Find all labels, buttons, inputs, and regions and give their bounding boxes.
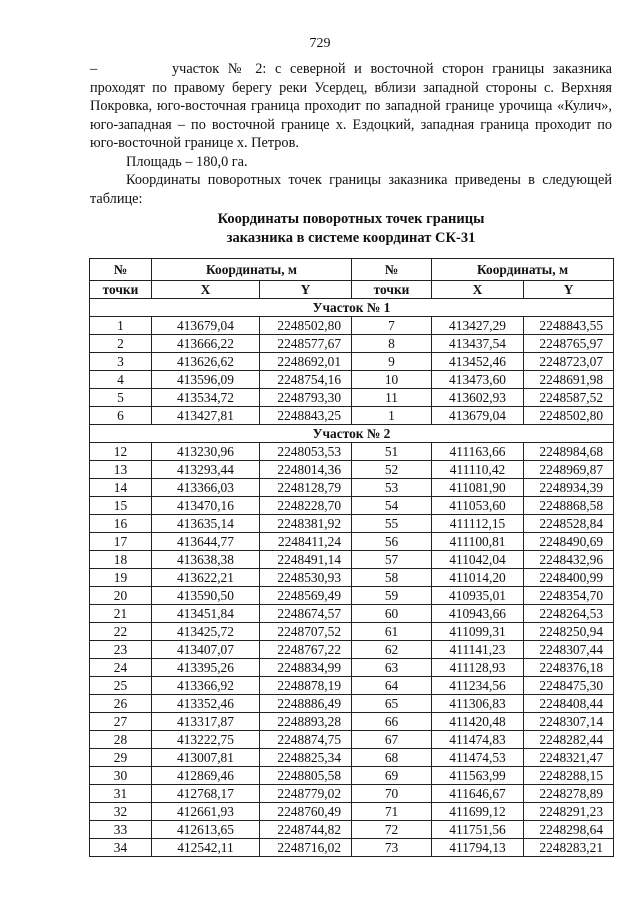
cell-x-right: 411420,48 — [432, 713, 524, 731]
cell-x-right: 411699,12 — [432, 803, 524, 821]
cell-point-right: 10 — [352, 371, 432, 389]
table-row — [90, 551, 614, 569]
table-row — [90, 839, 614, 857]
cell-point-right: 72 — [352, 821, 432, 839]
cell-point-left: 30 — [90, 767, 152, 785]
cell-y-left: 2248502,80 — [260, 317, 352, 335]
cell-x-right: 411014,20 — [432, 569, 524, 587]
cell-x-left: 413596,09 — [152, 371, 260, 389]
cell-x-left: 412869,46 — [152, 767, 260, 785]
cell-x-right: 411474,83 — [432, 731, 524, 749]
cell-x-right: 413437,54 — [432, 335, 524, 353]
cell-x-left: 413317,87 — [152, 713, 260, 731]
cell-point-right: 7 — [352, 317, 432, 335]
header-y-right: Y — [524, 281, 614, 299]
cell-x-right: 410943,66 — [432, 605, 524, 623]
cell-point-right: 60 — [352, 605, 432, 623]
cell-point-left: 26 — [90, 695, 152, 713]
cell-y-left: 2248014,36 — [260, 461, 352, 479]
table-row — [90, 677, 614, 695]
table-row — [90, 443, 614, 461]
cell-x-right: 411053,60 — [432, 497, 524, 515]
cell-point-right: 53 — [352, 479, 432, 497]
cell-point-right: 61 — [352, 623, 432, 641]
cell-x-left: 413626,62 — [152, 353, 260, 371]
cell-y-right: 2248765,97 — [524, 335, 614, 353]
cell-x-left: 413366,03 — [152, 479, 260, 497]
cell-x-left: 413679,04 — [152, 317, 260, 335]
table-title-line-2: заказника в системе координат СК-31 — [226, 230, 476, 246]
cell-y-right: 2248587,52 — [524, 389, 614, 407]
table-row — [90, 479, 614, 497]
cell-point-left: 4 — [90, 371, 152, 389]
cell-y-right: 2248307,44 — [524, 641, 614, 659]
table-row — [90, 515, 614, 533]
cell-y-left: 2248825,34 — [260, 749, 352, 767]
cell-x-left: 413352,46 — [152, 695, 260, 713]
cell-point-left: 12 — [90, 443, 152, 461]
cell-y-left: 2248779,02 — [260, 785, 352, 803]
cell-point-right: 73 — [352, 839, 432, 857]
cell-point-right: 57 — [352, 551, 432, 569]
table-row — [90, 641, 614, 659]
paragraph-area: Площадь – 180,0 га. — [126, 153, 248, 170]
cell-x-left: 412542,11 — [152, 839, 260, 857]
cell-y-left: 2248716,02 — [260, 839, 352, 857]
cell-point-right: 63 — [352, 659, 432, 677]
header-y-left: Y — [260, 281, 352, 299]
cell-point-left: 32 — [90, 803, 152, 821]
cell-y-right: 2248298,64 — [524, 821, 614, 839]
cell-y-right: 2248376,18 — [524, 659, 614, 677]
cell-point-right: 67 — [352, 731, 432, 749]
list-dash: – — [90, 61, 98, 77]
cell-y-right: 2248354,70 — [524, 587, 614, 605]
cell-point-left: 17 — [90, 533, 152, 551]
cell-y-left: 2248707,52 — [260, 623, 352, 641]
cell-y-right: 2248283,21 — [524, 839, 614, 857]
cell-x-right: 411474,53 — [432, 749, 524, 767]
cell-point-left: 23 — [90, 641, 152, 659]
cell-y-left: 2248692,01 — [260, 353, 352, 371]
cell-point-left: 18 — [90, 551, 152, 569]
cell-x-right: 413427,29 — [432, 317, 524, 335]
cell-point-right: 69 — [352, 767, 432, 785]
cell-y-right: 2248984,68 — [524, 443, 614, 461]
cell-y-right: 2248843,55 — [524, 317, 614, 335]
cell-y-right: 2248528,84 — [524, 515, 614, 533]
section-title: Участок № 1 — [90, 299, 614, 317]
cell-x-right: 413602,93 — [432, 389, 524, 407]
cell-point-right: 65 — [352, 695, 432, 713]
cell-x-right: 411141,23 — [432, 641, 524, 659]
header-x-right: X — [432, 281, 524, 299]
cell-y-right: 2248868,58 — [524, 497, 614, 515]
cell-y-right: 2248723,07 — [524, 353, 614, 371]
table-row — [90, 461, 614, 479]
cell-y-right: 2248475,30 — [524, 677, 614, 695]
cell-y-left: 2248381,92 — [260, 515, 352, 533]
cell-y-right: 2248321,47 — [524, 749, 614, 767]
cell-x-left: 413590,50 — [152, 587, 260, 605]
cell-y-right: 2248278,89 — [524, 785, 614, 803]
table-row — [90, 497, 614, 515]
cell-y-left: 2248893,28 — [260, 713, 352, 731]
cell-point-right: 71 — [352, 803, 432, 821]
section-header-row — [90, 299, 614, 317]
cell-y-right: 2248307,14 — [524, 713, 614, 731]
cell-y-left: 2248053,53 — [260, 443, 352, 461]
cell-y-right: 2248490,69 — [524, 533, 614, 551]
cell-point-right: 52 — [352, 461, 432, 479]
header-coords-left: Координаты, м — [152, 259, 352, 281]
cell-point-left: 19 — [90, 569, 152, 587]
cell-x-right: 410935,01 — [432, 587, 524, 605]
cell-point-right: 51 — [352, 443, 432, 461]
cell-x-left: 413007,81 — [152, 749, 260, 767]
cell-x-left: 413366,92 — [152, 677, 260, 695]
cell-point-right: 59 — [352, 587, 432, 605]
cell-point-left: 15 — [90, 497, 152, 515]
cell-point-right: 58 — [352, 569, 432, 587]
header-num-right: № — [352, 259, 432, 281]
cell-y-left: 2248760,49 — [260, 803, 352, 821]
cell-x-right: 411794,13 — [432, 839, 524, 857]
table-row — [90, 713, 614, 731]
paragraph-coords-intro: Координаты поворотных точек границы заказника приведены в следующей таблице: — [90, 172, 612, 207]
cell-x-right: 411306,83 — [432, 695, 524, 713]
cell-point-right: 9 — [352, 353, 432, 371]
cell-y-left: 2248793,30 — [260, 389, 352, 407]
cell-x-right: 413452,46 — [432, 353, 524, 371]
cell-x-right: 411081,90 — [432, 479, 524, 497]
cell-point-right: 55 — [352, 515, 432, 533]
cell-y-left: 2248878,19 — [260, 677, 352, 695]
cell-y-left: 2248128,79 — [260, 479, 352, 497]
table-row — [90, 767, 614, 785]
cell-y-left: 2248674,57 — [260, 605, 352, 623]
table-row — [90, 587, 614, 605]
cell-y-right: 2248408,44 — [524, 695, 614, 713]
cell-point-left: 14 — [90, 479, 152, 497]
cell-x-left: 412768,17 — [152, 785, 260, 803]
coordinates-table — [89, 258, 614, 857]
cell-point-left: 13 — [90, 461, 152, 479]
cell-x-left: 413222,75 — [152, 731, 260, 749]
cell-x-right: 411163,66 — [432, 443, 524, 461]
cell-point-left: 34 — [90, 839, 152, 857]
cell-point-left: 29 — [90, 749, 152, 767]
cell-x-left: 413638,38 — [152, 551, 260, 569]
cell-point-left: 24 — [90, 659, 152, 677]
cell-y-right: 2248432,96 — [524, 551, 614, 569]
table-row — [90, 605, 614, 623]
cell-point-right: 62 — [352, 641, 432, 659]
cell-y-right: 2248691,98 — [524, 371, 614, 389]
table-row — [90, 731, 614, 749]
header-num-left: № — [90, 259, 152, 281]
table-row — [90, 407, 614, 425]
cell-x-right: 411563,99 — [432, 767, 524, 785]
header-x-left: X — [152, 281, 260, 299]
cell-x-left: 413427,81 — [152, 407, 260, 425]
cell-x-right: 411099,31 — [432, 623, 524, 641]
cell-x-left: 413534,72 — [152, 389, 260, 407]
cell-x-left: 413451,84 — [152, 605, 260, 623]
cell-point-right: 68 — [352, 749, 432, 767]
cell-y-left: 2248744,82 — [260, 821, 352, 839]
cell-point-right: 64 — [352, 677, 432, 695]
cell-y-left: 2248491,14 — [260, 551, 352, 569]
cell-x-left: 413425,72 — [152, 623, 260, 641]
cell-y-left: 2248754,16 — [260, 371, 352, 389]
section-header-row — [90, 425, 614, 443]
cell-point-left: 1 — [90, 317, 152, 335]
cell-point-left: 3 — [90, 353, 152, 371]
cell-y-left: 2248767,22 — [260, 641, 352, 659]
table-row — [90, 785, 614, 803]
cell-y-left: 2248874,75 — [260, 731, 352, 749]
cell-x-right: 413473,60 — [432, 371, 524, 389]
cell-y-right: 2248250,94 — [524, 623, 614, 641]
table-row — [90, 659, 614, 677]
table-row — [90, 371, 614, 389]
cell-y-left: 2248805,58 — [260, 767, 352, 785]
cell-y-right: 2248969,87 — [524, 461, 614, 479]
cell-x-left: 413407,07 — [152, 641, 260, 659]
cell-x-right: 411234,56 — [432, 677, 524, 695]
header-point-left: точки — [90, 281, 152, 299]
cell-point-left: 33 — [90, 821, 152, 839]
cell-x-right: 411042,04 — [432, 551, 524, 569]
table-row — [90, 695, 614, 713]
cell-y-left: 2248834,99 — [260, 659, 352, 677]
cell-y-right: 2248282,44 — [524, 731, 614, 749]
cell-point-left: 6 — [90, 407, 152, 425]
table-title — [90, 210, 612, 248]
cell-y-right: 2248288,15 — [524, 767, 614, 785]
cell-point-right: 8 — [352, 335, 432, 353]
cell-point-right: 66 — [352, 713, 432, 731]
cell-point-left: 20 — [90, 587, 152, 605]
cell-x-left: 413666,22 — [152, 335, 260, 353]
cell-x-right: 411112,15 — [432, 515, 524, 533]
cell-y-right: 2248291,23 — [524, 803, 614, 821]
table-title-line-1: Координаты поворотных точек границы — [217, 211, 485, 227]
cell-x-left: 413395,26 — [152, 659, 260, 677]
cell-x-right: 411751,56 — [432, 821, 524, 839]
cell-y-left: 2248577,67 — [260, 335, 352, 353]
table-row — [90, 533, 614, 551]
table-row — [90, 389, 614, 407]
cell-x-left: 413622,21 — [152, 569, 260, 587]
paragraph-plot-2 — [90, 60, 612, 153]
table-row — [90, 803, 614, 821]
cell-x-right: 411646,67 — [432, 785, 524, 803]
section-title: Участок № 2 — [90, 425, 614, 443]
header-coords-right: Координаты, м — [432, 259, 614, 281]
cell-point-right: 1 — [352, 407, 432, 425]
cell-x-right: 411100,81 — [432, 533, 524, 551]
cell-point-left: 27 — [90, 713, 152, 731]
cell-y-left: 2248843,25 — [260, 407, 352, 425]
cell-y-left: 2248886,49 — [260, 695, 352, 713]
table-body — [90, 299, 614, 857]
cell-point-left: 16 — [90, 515, 152, 533]
cell-y-left: 2248530,93 — [260, 569, 352, 587]
cell-y-right: 2248502,80 — [524, 407, 614, 425]
header-point-right: точки — [352, 281, 432, 299]
cell-point-right: 11 — [352, 389, 432, 407]
cell-point-left: 21 — [90, 605, 152, 623]
table-row — [90, 569, 614, 587]
cell-x-left: 413230,96 — [152, 443, 260, 461]
cell-point-left: 25 — [90, 677, 152, 695]
cell-point-left: 28 — [90, 731, 152, 749]
cell-point-left: 22 — [90, 623, 152, 641]
cell-point-right: 56 — [352, 533, 432, 551]
table-row — [90, 749, 614, 767]
cell-x-left: 413644,77 — [152, 533, 260, 551]
cell-y-right: 2248400,99 — [524, 569, 614, 587]
cell-point-left: 2 — [90, 335, 152, 353]
cell-y-left: 2248411,24 — [260, 533, 352, 551]
cell-x-left: 412661,93 — [152, 803, 260, 821]
document-body — [90, 60, 612, 208]
table-row — [90, 821, 614, 839]
cell-x-right: 411110,42 — [432, 461, 524, 479]
cell-x-right: 413679,04 — [432, 407, 524, 425]
table-row — [90, 623, 614, 641]
cell-point-left: 5 — [90, 389, 152, 407]
cell-point-left: 31 — [90, 785, 152, 803]
cell-x-left: 412613,65 — [152, 821, 260, 839]
cell-y-left: 2248228,70 — [260, 497, 352, 515]
cell-y-left: 2248569,49 — [260, 587, 352, 605]
table-row — [90, 317, 614, 335]
cell-y-right: 2248934,39 — [524, 479, 614, 497]
page-number: 729 — [309, 36, 331, 51]
cell-y-right: 2248264,53 — [524, 605, 614, 623]
table-row — [90, 353, 614, 371]
cell-point-right: 70 — [352, 785, 432, 803]
paragraph-plot-2-text: участок № 2: с северной и восточной сторон границы заказника проходят по правому берегу реки Усердец, вблизи западной стороны с. Верхняя Покровка, юго-восточная граница проходит по западной границе урочища «Кулич», юго-западная – по восточной границе х. Ездоцкий, западная граница проходит по юго-восточной границе х. Петров. — [90, 61, 612, 151]
cell-x-left: 413470,16 — [152, 497, 260, 515]
table-row — [90, 335, 614, 353]
cell-point-right: 54 — [352, 497, 432, 515]
cell-x-right: 411128,93 — [432, 659, 524, 677]
cell-x-left: 413635,14 — [152, 515, 260, 533]
cell-x-left: 413293,44 — [152, 461, 260, 479]
